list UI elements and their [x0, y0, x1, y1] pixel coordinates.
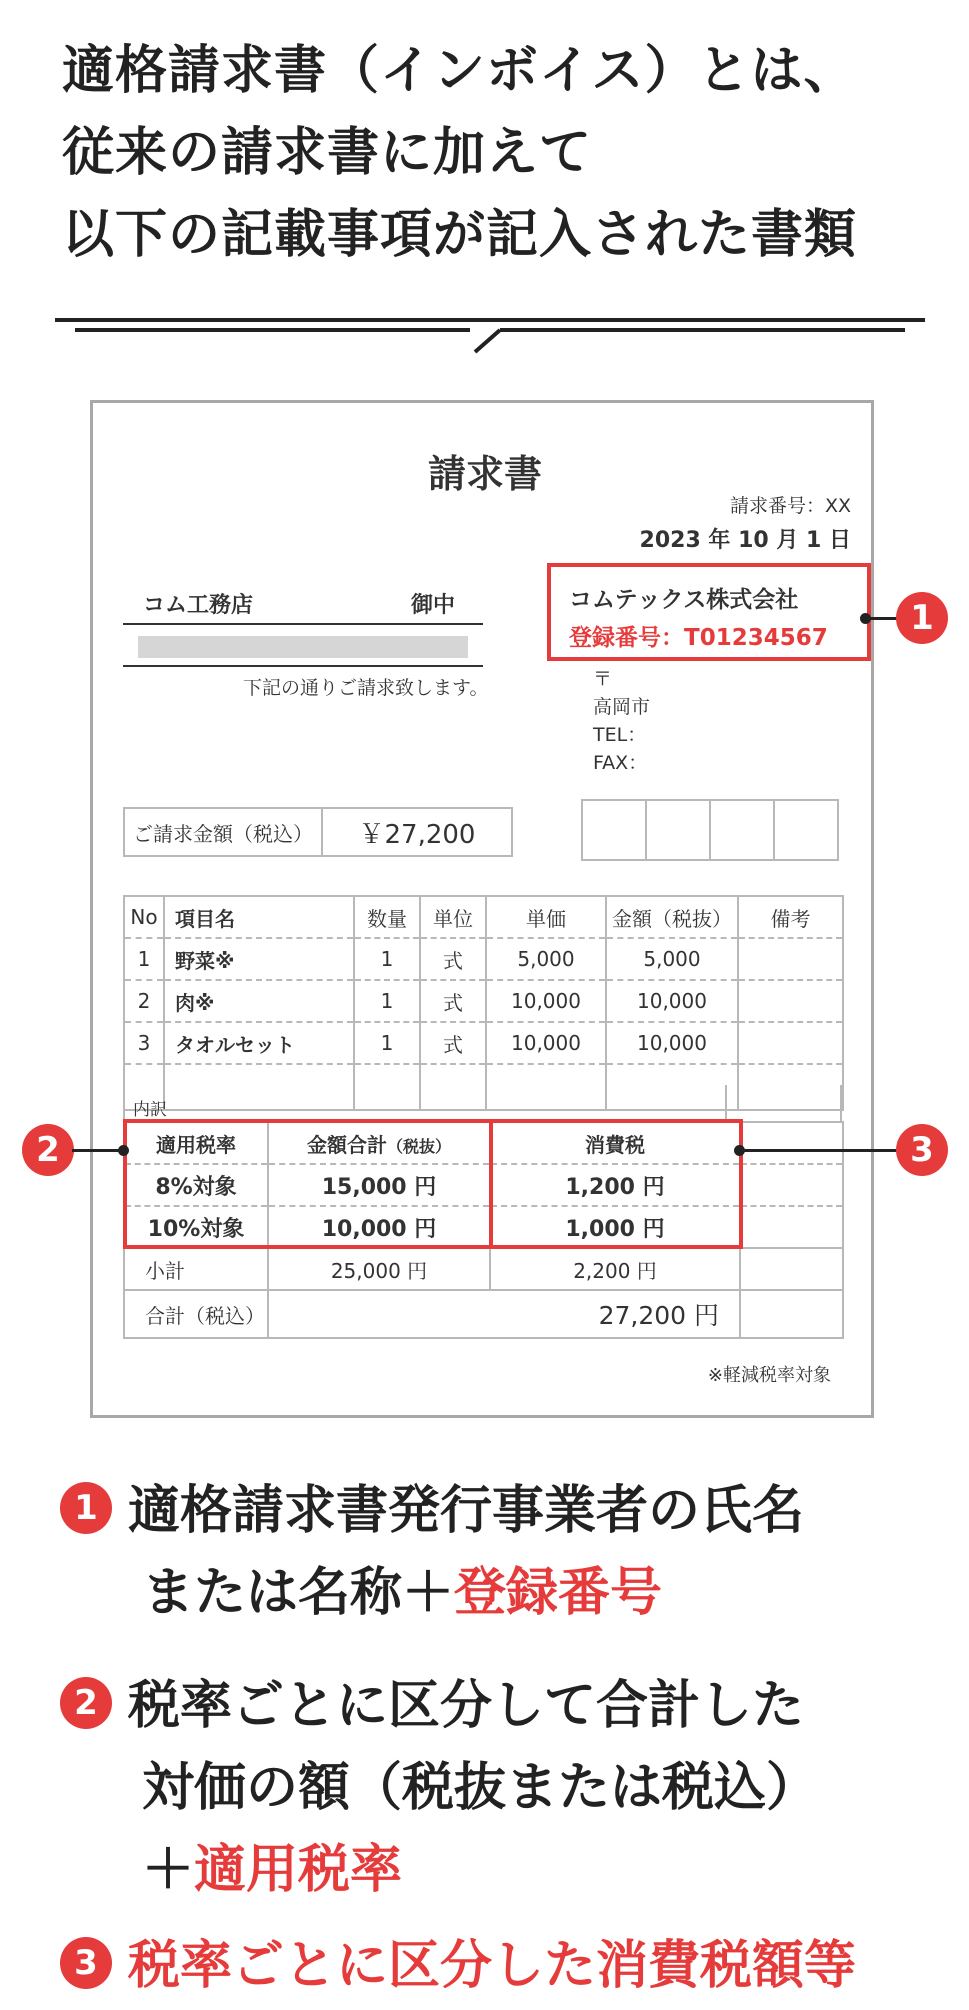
subtotal-row	[124, 1248, 843, 1290]
row-qty: 1	[354, 938, 420, 980]
row-unit: 式	[420, 980, 486, 1022]
row-item: タオルセット	[164, 1022, 354, 1064]
items-table	[123, 895, 844, 1111]
header-no: No	[124, 896, 164, 938]
billing-amount-box	[123, 807, 513, 857]
headline-line-2: 従来の請求書に加えて	[62, 123, 593, 183]
stamp-box	[646, 800, 710, 860]
item-3-line-1: 税率ごとに区分した消費税額等	[128, 1936, 857, 1996]
callout-1-dot	[860, 613, 871, 624]
item-2-line-3-red: 適用税率	[194, 1840, 403, 1900]
row-note	[738, 1022, 843, 1064]
issuer-city: 高岡市	[593, 696, 651, 718]
invoice-date: 2023 年 10 月 1 日	[639, 528, 851, 553]
table-row	[124, 938, 843, 980]
header-price: 単価	[486, 896, 606, 938]
recipient-name: コム工務店	[143, 593, 254, 618]
header-unit: 単位	[420, 896, 486, 938]
subtotal-label: 小計	[124, 1248, 268, 1290]
callout-2-badge: 2	[22, 1124, 74, 1176]
callout-1-badge: 1	[896, 592, 948, 644]
items-header-row	[124, 896, 843, 938]
issuer-address	[593, 665, 650, 777]
row-unit: 式	[420, 938, 486, 980]
recipient-underline-2	[123, 665, 483, 667]
stamp-boxes	[581, 799, 839, 861]
tax-header-total-label: 金額合計	[306, 1132, 387, 1157]
callout-3-line	[740, 1149, 900, 1152]
row-no: 2	[124, 980, 164, 1022]
row-qty: 1	[354, 1022, 420, 1064]
row-qty: 1	[354, 980, 420, 1022]
tax-highlight-box	[489, 1119, 743, 1249]
header-item: 項目名	[164, 896, 354, 938]
item-1-badge: 1	[60, 1482, 112, 1534]
header-qty: 数量	[354, 896, 420, 938]
stamp-box	[774, 800, 838, 860]
row-note	[738, 938, 843, 980]
row-note	[738, 980, 843, 1022]
billing-amount-value: ￥27,200	[322, 808, 512, 856]
callout-2-line	[72, 1149, 124, 1152]
item-2-line-3: ＋	[142, 1840, 195, 1900]
row-price: 10,000	[486, 1022, 606, 1064]
billing-amount-label: ご請求金額（税込）	[124, 808, 322, 856]
registration-number: 登録番号：T01234567	[569, 625, 828, 651]
tax-row-total: 10,000 円	[268, 1206, 490, 1248]
stamp-box	[582, 800, 646, 860]
item-1-line-2: または名称＋	[142, 1563, 455, 1623]
footnote: ※軽減税率対象	[707, 1365, 831, 1386]
row-unit: 式	[420, 1022, 486, 1064]
issuer-name: コムテックス株式会社	[569, 587, 799, 613]
redacted-address	[138, 636, 468, 658]
recipient-underline	[123, 623, 483, 625]
item-2	[60, 1665, 940, 1911]
issuer-tel: TEL：	[593, 724, 647, 746]
table-row	[124, 980, 843, 1022]
grand-total-value: 27,200 円	[268, 1290, 740, 1338]
row-amount: 5,000	[606, 938, 738, 980]
item-3-badge: 3	[60, 1937, 112, 1989]
item-1-line-1: 適格請求書発行事業者の氏名	[128, 1481, 805, 1541]
tax-row-rate: 10%対象	[124, 1206, 268, 1248]
header-amount: 金額（税抜）	[606, 896, 738, 938]
row-amount: 10,000	[606, 1022, 738, 1064]
breakdown-label-row	[123, 1085, 842, 1121]
issuer-highlight-box	[547, 563, 871, 661]
tax-header-tax: 消費税	[490, 1122, 740, 1164]
tax-row-total: 15,000 円	[268, 1164, 490, 1206]
invoice-document	[90, 400, 874, 1418]
tax-row-rate: 8%対象	[124, 1164, 268, 1206]
row-price: 10,000	[486, 980, 606, 1022]
invoice-intro: 下記の通りご請求致します。	[243, 677, 489, 699]
issuer-fax: FAX：	[593, 752, 648, 774]
item-2-line-1: 税率ごとに区分して合計した	[128, 1676, 805, 1736]
tax-header-total-note: （税抜）	[386, 1136, 451, 1156]
tax-row-tax: 1,000 円	[490, 1206, 740, 1248]
divider-lines	[55, 300, 925, 360]
item-2-badge: 2	[60, 1677, 112, 1729]
stamp-box	[710, 800, 774, 860]
callout-2-dot	[118, 1145, 129, 1156]
row-item: 野菜※	[164, 938, 354, 980]
item-1-line-2-red: 登録番号	[454, 1563, 663, 1623]
callout-3-badge: 3	[896, 1124, 948, 1176]
header-note: 備考	[738, 896, 843, 938]
row-no: 1	[124, 938, 164, 980]
tax-header-rate: 適用税率	[124, 1122, 268, 1164]
row-price: 5,000	[486, 938, 606, 980]
item-1	[60, 1470, 940, 1634]
invoice-title: 請求書	[427, 452, 542, 496]
headline	[62, 30, 942, 276]
grand-total-label: 合計（税込）	[124, 1290, 268, 1338]
item-3	[60, 1925, 940, 2007]
issuer-postal: 〒	[593, 668, 613, 690]
row-item: 肉※	[164, 980, 354, 1022]
invoice-number: 請求番号：XX	[729, 495, 851, 517]
row-no: 3	[124, 1022, 164, 1064]
row-amount: 10,000	[606, 980, 738, 1022]
item-2-line-2: 対価の額（税抜または税込）	[142, 1758, 819, 1818]
tax-row-tax: 1,200 円	[490, 1164, 740, 1206]
recipient-honorific: 御中	[411, 593, 456, 618]
table-row	[124, 1022, 843, 1064]
subtotal-amount: 25,000 円	[268, 1248, 490, 1290]
headline-line-3: 以下の記載事項が記入された書類	[62, 205, 858, 265]
breakdown-label: 内訳	[133, 1100, 167, 1120]
rate-total-highlight-box	[123, 1119, 493, 1249]
grand-total-row	[124, 1290, 843, 1338]
headline-line-1: 適格請求書（インボイス）とは、	[62, 41, 857, 101]
subtotal-tax: 2,200 円	[490, 1248, 740, 1290]
